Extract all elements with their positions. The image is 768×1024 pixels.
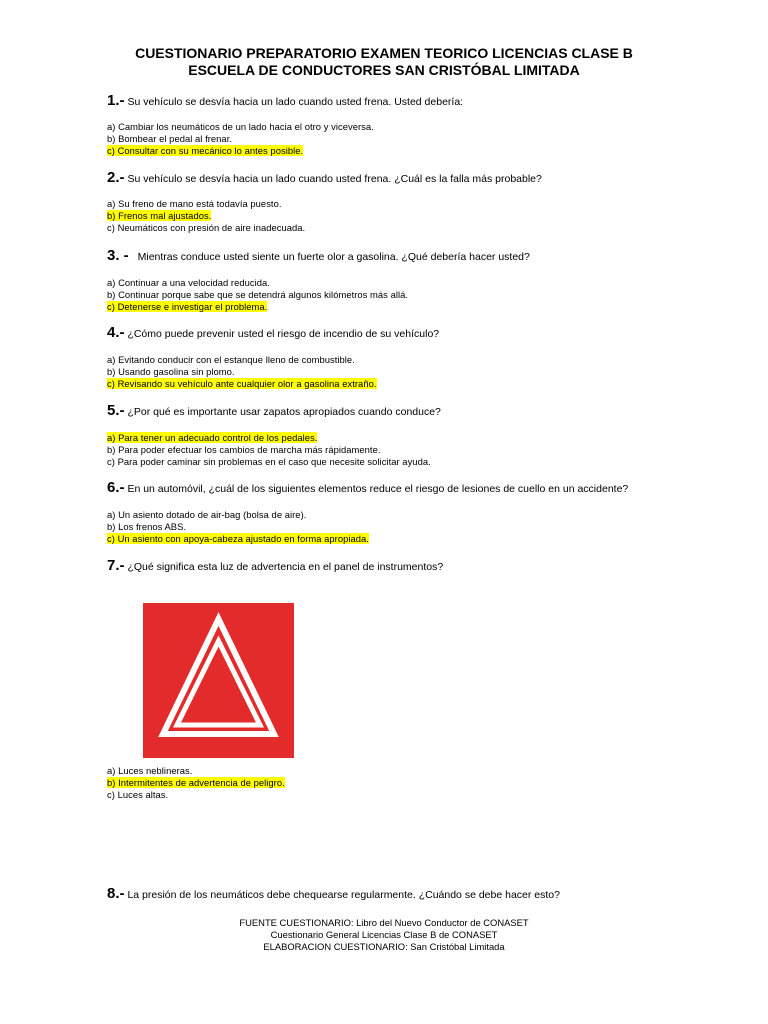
answer-option: a) Un asiento dotado de air-bag (bolsa de aire). [107,509,307,520]
question-2 [107,171,542,186]
footer-reference: Cuestionario General Licencias Clase B de CONASET [270,929,498,940]
highlighted-answer: c) Detenerse e investigar el problema. [107,301,268,312]
hazard-warning-triangle-icon [143,603,294,758]
answer-option: a) Luces neblineras. [107,765,193,776]
highlighted-answer: c) Revisando su vehículo ante cualquier olor a gasolina extraño. [107,378,377,389]
question-text: En un automóvil, ¿cuál de los siguientes elementos reduce el riesgo de lesiones de cuello en un accidente? [127,483,629,495]
highlighted-answer: b) Frenos mal ajustados. [107,210,212,221]
question-text: La presión de los neumáticos debe chequearse regularmente. ¿Cuándo se debe hacer esto? [127,889,560,901]
highlighted-answer: b) Intermitentes de advertencia de peligro. [107,777,285,788]
question-5 [107,404,441,419]
answer-option: a) Evitando conducir con el estanque lleno de combustible. [107,354,355,365]
answer-option: b) Continuar porque sabe que se detendrá algunos kilómetros más allá. [107,289,409,300]
question-number: 8.- [107,885,125,902]
answer-option: b) Para poder efectuar los cambios de marcha más rápidamente. [107,444,381,455]
header-title: CUESTIONARIO PREPARATORIO EXAMEN TEORICO LICENCIAS CLASE B [135,45,633,61]
highlighted-answer: a) Para tener un adecuado control de los pedales. [107,432,318,443]
question-number: 4.- [107,324,125,341]
highlighted-answer: c) Un asiento con apoya-cabeza ajustado en forma apropiada. [107,533,369,544]
question-8 [107,887,560,902]
answer-option: a) Su freno de mano está todavía puesto. [107,198,282,209]
question-7 [107,559,443,574]
answer-option: b) Bombear el pedal al frenar. [107,133,233,144]
question-number: 3. - [107,247,129,264]
question-number: 5.- [107,402,125,419]
question-text: ¿Por qué es importante usar zapatos apropiados cuando conduce? [127,406,441,418]
footer-author: ELABORACION CUESTIONARIO: San Cristóbal Limitada [263,941,505,952]
header-subtitle: ESCUELA DE CONDUCTORES SAN CRISTÓBAL LIMITADA [188,62,580,78]
footer-source: FUENTE CUESTIONARIO: Libro del Nuevo Conductor de CONASET [239,917,529,928]
question-number: 1.- [107,92,125,109]
question-1 [107,94,463,109]
question-number: 2.- [107,169,125,186]
question-3 [107,249,530,264]
answer-option: a) Cambiar los neumáticos de un lado hacia el otro y viceversa. [107,121,374,132]
answer-option: c) Neumáticos con presión de aire inadecuada. [107,222,306,233]
question-4 [107,326,439,341]
answer-option: c) Para poder caminar sin problemas en el caso que necesite solicitar ayuda. [107,456,431,467]
answer-option: b) Los frenos ABS. [107,521,187,532]
question-text: Su vehículo se desvía hacia un lado cuando usted frena. ¿Cuál es la falla más probable? [127,173,542,185]
answer-option: c) Luces altas. [107,789,169,800]
question-6 [107,481,628,496]
question-text: Su vehículo se desvía hacia un lado cuando usted frena. Usted debería: [127,96,464,108]
answer-option: b) Usando gasolina sin plomo. [107,366,235,377]
answer-option: a) Continuar a una velocidad reducida. [107,277,270,288]
question-text: ¿Qué significa esta luz de advertencia en el panel de instrumentos? [127,561,444,573]
question-text: Mientras conduce usted siente un fuerte olor a gasolina. ¿Qué debería hacer usted? [137,251,530,263]
question-text: ¿Cómo puede prevenir usted el riesgo de incendio de su vehículo? [127,328,440,340]
highlighted-answer: c) Consultar con su mecánico lo antes posible. [107,145,304,156]
question-number: 7.- [107,557,125,574]
question-number: 6.- [107,479,125,496]
